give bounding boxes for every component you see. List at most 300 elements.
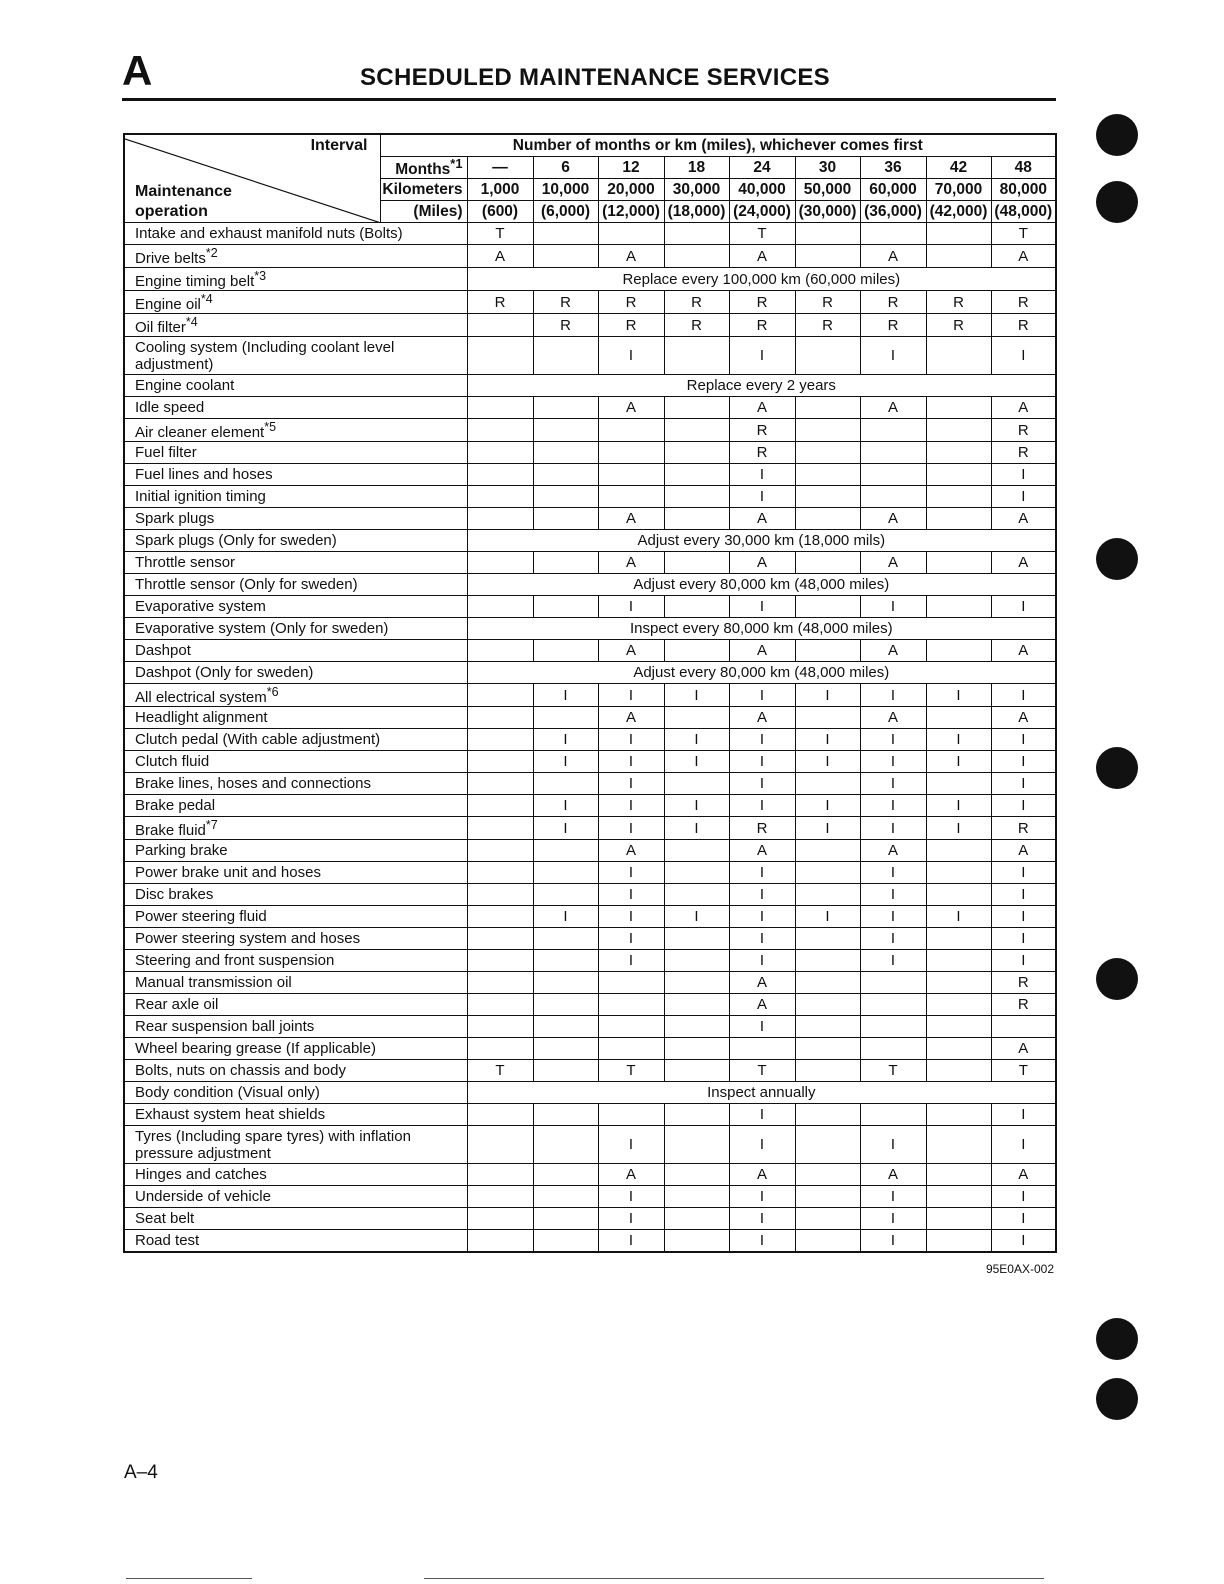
footnote-ref: *4 <box>185 315 198 329</box>
table-row <box>124 375 1056 397</box>
service-code <box>664 464 729 486</box>
service-code: A <box>991 397 1056 419</box>
service-code <box>598 972 664 994</box>
operation-cell <box>124 618 467 640</box>
service-code: T <box>991 1060 1056 1082</box>
operation-name: Clutch pedal (With cable adjustment) <box>135 731 381 748</box>
service-code <box>598 419 664 442</box>
service-code: I <box>533 729 598 751</box>
service-code <box>533 862 598 884</box>
operation-cell <box>124 223 467 245</box>
service-code <box>991 1016 1056 1038</box>
service-code <box>533 928 598 950</box>
service-code <box>926 337 991 375</box>
operation-cell <box>124 1208 467 1230</box>
km-value: 80,000 <box>991 179 1056 201</box>
service-code <box>664 862 729 884</box>
months-value: 24 <box>729 157 795 179</box>
operation-name: Dashpot (Only for sweden) <box>135 664 314 681</box>
service-code: I <box>860 684 926 707</box>
operation-cell <box>124 684 467 707</box>
service-code: T <box>729 1060 795 1082</box>
service-code: I <box>795 751 860 773</box>
interval-note: Inspect annually <box>467 1082 1056 1104</box>
service-code <box>795 486 860 508</box>
service-code <box>598 442 664 464</box>
service-code: T <box>729 223 795 245</box>
miles-value: (600) <box>467 201 533 223</box>
service-code <box>533 245 598 268</box>
service-code <box>664 419 729 442</box>
service-code <box>795 223 860 245</box>
table-row <box>124 419 1056 442</box>
service-code: I <box>664 729 729 751</box>
service-code: I <box>729 884 795 906</box>
service-code <box>467 1208 533 1230</box>
service-code <box>795 337 860 375</box>
service-code: R <box>991 972 1056 994</box>
operation-cell <box>124 1016 467 1038</box>
operation-name: Throttle sensor (Only for sweden) <box>135 576 358 593</box>
service-code: I <box>991 950 1056 972</box>
service-code: I <box>729 1126 795 1164</box>
service-code <box>467 950 533 972</box>
service-code: I <box>598 596 664 618</box>
service-code: I <box>991 337 1056 375</box>
operation-cell <box>124 972 467 994</box>
operation-cell <box>124 337 467 375</box>
service-code <box>795 1038 860 1060</box>
service-code <box>664 486 729 508</box>
service-code <box>467 1104 533 1126</box>
service-code <box>467 751 533 773</box>
service-code <box>795 1126 860 1164</box>
interval-header: Number of months or km (miles), whichever comes first <box>380 134 1056 157</box>
operation-cell <box>124 751 467 773</box>
table-row <box>124 684 1056 707</box>
service-code <box>926 596 991 618</box>
service-code <box>467 994 533 1016</box>
service-code: R <box>598 314 664 337</box>
service-code <box>533 1186 598 1208</box>
table-row <box>124 707 1056 729</box>
table-row <box>124 1060 1056 1082</box>
km-value: 20,000 <box>598 179 664 201</box>
operation-name: Throttle sensor <box>135 554 236 571</box>
footer-rule <box>126 1578 252 1579</box>
footnote-ref: *5 <box>264 420 277 434</box>
service-code <box>533 508 598 530</box>
footnote-ref: *2 <box>205 246 218 260</box>
service-code: A <box>991 840 1056 862</box>
operation-name: Rear axle oil <box>135 996 219 1013</box>
service-code <box>598 1038 664 1060</box>
operation-name: Drive belts <box>135 250 206 267</box>
operation-cell <box>124 773 467 795</box>
service-code: A <box>991 707 1056 729</box>
service-code: T <box>991 223 1056 245</box>
service-code <box>533 972 598 994</box>
service-code: A <box>991 640 1056 662</box>
service-code <box>467 928 533 950</box>
service-code: I <box>533 817 598 840</box>
service-code <box>533 1126 598 1164</box>
operation-name: Initial ignition timing <box>135 488 266 505</box>
binder-hole-mark <box>1096 538 1138 580</box>
service-code <box>533 1104 598 1126</box>
table-row <box>124 337 1056 375</box>
table-row <box>124 950 1056 972</box>
service-code: I <box>664 751 729 773</box>
table-row <box>124 640 1056 662</box>
service-code <box>795 442 860 464</box>
service-code: R <box>664 291 729 314</box>
service-code <box>533 840 598 862</box>
service-code: I <box>795 795 860 817</box>
service-code: I <box>598 684 664 707</box>
table-row <box>124 552 1056 574</box>
page-title: SCHEDULED MAINTENANCE SERVICES <box>360 64 830 91</box>
service-code: I <box>664 684 729 707</box>
months-label: Months <box>395 160 451 178</box>
service-code <box>533 773 598 795</box>
service-code: I <box>795 729 860 751</box>
service-code <box>664 1164 729 1186</box>
interval-note: Inspect every 80,000 km (48,000 miles) <box>467 618 1056 640</box>
service-code: I <box>664 817 729 840</box>
service-code <box>533 1164 598 1186</box>
service-code: I <box>729 928 795 950</box>
operation-cell <box>124 1038 467 1060</box>
table-row <box>124 729 1056 751</box>
service-code <box>926 419 991 442</box>
service-code <box>467 314 533 337</box>
operation-name: Body condition (Visual only) <box>135 1084 320 1101</box>
service-code: I <box>533 795 598 817</box>
service-code: I <box>729 1016 795 1038</box>
service-code <box>926 1016 991 1038</box>
table-row <box>124 817 1056 840</box>
service-code <box>926 773 991 795</box>
binder-hole-mark <box>1096 747 1138 789</box>
service-code: I <box>991 884 1056 906</box>
service-code <box>926 862 991 884</box>
service-code: I <box>860 1208 926 1230</box>
service-code: I <box>991 596 1056 618</box>
service-code: I <box>729 1104 795 1126</box>
service-code: I <box>860 817 926 840</box>
service-code: T <box>598 1060 664 1082</box>
service-code <box>926 1208 991 1230</box>
service-code <box>467 596 533 618</box>
operation-name: Evaporative system (Only for sweden) <box>135 620 389 637</box>
service-code: I <box>991 1230 1056 1253</box>
title-rule <box>122 98 1056 101</box>
service-code: I <box>860 1126 926 1164</box>
service-code: I <box>598 1126 664 1164</box>
table-row <box>124 773 1056 795</box>
service-code: I <box>729 684 795 707</box>
operation-name: Clutch fluid <box>135 753 210 770</box>
table-row <box>124 223 1056 245</box>
operation-name: Fuel lines and hoses <box>135 466 273 483</box>
service-code: T <box>467 223 533 245</box>
km-value: 40,000 <box>729 179 795 201</box>
months-value: — <box>467 157 533 179</box>
operation-name: Disc brakes <box>135 886 214 903</box>
operation-name: Idle speed <box>135 399 205 416</box>
service-code: I <box>664 906 729 928</box>
service-code: I <box>991 464 1056 486</box>
service-code <box>860 972 926 994</box>
operation-cell <box>124 795 467 817</box>
service-code: A <box>598 397 664 419</box>
service-code <box>467 1016 533 1038</box>
service-code: R <box>926 314 991 337</box>
service-code <box>926 840 991 862</box>
service-code <box>533 1038 598 1060</box>
service-code <box>467 464 533 486</box>
service-code: I <box>991 1104 1056 1126</box>
miles-value: (24,000) <box>729 201 795 223</box>
service-code: I <box>860 950 926 972</box>
service-code <box>926 884 991 906</box>
kilometers-label: Kilometers <box>380 179 467 201</box>
service-code <box>533 337 598 375</box>
interval-note: Adjust every 80,000 km (48,000 miles) <box>467 662 1056 684</box>
service-code <box>795 397 860 419</box>
service-code: I <box>991 1186 1056 1208</box>
operation-cell <box>124 442 467 464</box>
service-code: I <box>991 928 1056 950</box>
service-code: I <box>664 795 729 817</box>
operation-name: Brake pedal <box>135 797 216 814</box>
service-code <box>926 486 991 508</box>
service-code <box>926 552 991 574</box>
service-code <box>598 464 664 486</box>
service-code: I <box>598 1186 664 1208</box>
service-code <box>795 596 860 618</box>
months-label-cell <box>380 157 467 179</box>
binder-hole-mark <box>1096 958 1138 1000</box>
miles-label: (Miles) <box>380 201 467 223</box>
operation-cell <box>124 574 467 596</box>
table-row <box>124 972 1056 994</box>
months-footnote: *1 <box>450 156 463 171</box>
miles-value: (18,000) <box>664 201 729 223</box>
service-code <box>533 419 598 442</box>
table-row <box>124 795 1056 817</box>
service-code: I <box>860 928 926 950</box>
maintenance-label: Maintenance <box>135 183 232 200</box>
operation-cell <box>124 245 467 268</box>
operation-name: Parking brake <box>135 842 228 859</box>
service-code: I <box>598 928 664 950</box>
table-row <box>124 884 1056 906</box>
footnote-ref: *7 <box>205 818 218 832</box>
service-code <box>467 397 533 419</box>
table-row <box>124 486 1056 508</box>
table-row <box>124 397 1056 419</box>
service-code: I <box>991 862 1056 884</box>
service-code <box>533 640 598 662</box>
service-code <box>926 1126 991 1164</box>
table-row <box>124 994 1056 1016</box>
service-code <box>664 640 729 662</box>
service-code <box>926 464 991 486</box>
service-code <box>926 245 991 268</box>
service-code: I <box>729 729 795 751</box>
table-row <box>124 906 1056 928</box>
service-code: A <box>598 640 664 662</box>
service-code <box>533 552 598 574</box>
service-code <box>533 1060 598 1082</box>
operation-cell <box>124 530 467 552</box>
operation-cell <box>124 662 467 684</box>
service-code: I <box>729 950 795 972</box>
service-code: A <box>598 1164 664 1186</box>
service-code <box>795 928 860 950</box>
operation-cell <box>124 884 467 906</box>
service-code: A <box>860 1164 926 1186</box>
operation-name: Headlight alignment <box>135 709 268 726</box>
service-code <box>598 994 664 1016</box>
service-code <box>467 795 533 817</box>
service-code: R <box>533 314 598 337</box>
km-value: 60,000 <box>860 179 926 201</box>
footnote-ref: *4 <box>200 292 213 306</box>
operation-name: Power steering system and hoses <box>135 930 361 947</box>
service-code: R <box>795 291 860 314</box>
operation-cell <box>124 994 467 1016</box>
service-code <box>533 1016 598 1038</box>
service-code: A <box>991 508 1056 530</box>
service-code <box>860 994 926 1016</box>
service-code <box>795 862 860 884</box>
footnote-ref: *3 <box>254 269 267 283</box>
service-code: A <box>860 552 926 574</box>
service-code <box>795 1060 860 1082</box>
service-code: R <box>991 817 1056 840</box>
service-code <box>664 972 729 994</box>
operation-name: Power brake unit and hoses <box>135 864 321 881</box>
operation-cell <box>124 314 467 337</box>
service-code <box>860 1104 926 1126</box>
service-code <box>467 508 533 530</box>
service-code: I <box>860 1186 926 1208</box>
service-code: I <box>729 337 795 375</box>
service-code <box>729 1038 795 1060</box>
service-code <box>664 773 729 795</box>
service-code: I <box>860 862 926 884</box>
service-code: A <box>729 552 795 574</box>
service-code <box>598 486 664 508</box>
service-code <box>795 1230 860 1253</box>
service-code <box>598 223 664 245</box>
service-code <box>664 994 729 1016</box>
table-row <box>124 1208 1056 1230</box>
service-code: I <box>598 751 664 773</box>
operation-cell <box>124 729 467 751</box>
service-code <box>795 707 860 729</box>
section-letter: A <box>122 47 153 94</box>
operation-name: Tyres (Including spare tyres) with inflation pressure adjustment <box>135 1127 411 1162</box>
service-code: A <box>860 640 926 662</box>
service-code <box>533 950 598 972</box>
service-code <box>860 1016 926 1038</box>
operation-name: Brake fluid <box>135 822 206 839</box>
service-code: R <box>664 314 729 337</box>
service-code: A <box>729 508 795 530</box>
table-row <box>124 530 1056 552</box>
service-code: I <box>795 906 860 928</box>
months-value: 18 <box>664 157 729 179</box>
service-code <box>664 245 729 268</box>
service-code <box>467 1038 533 1060</box>
service-code <box>664 1016 729 1038</box>
service-code <box>926 1060 991 1082</box>
service-code: R <box>467 291 533 314</box>
service-code: I <box>860 337 926 375</box>
operation-cell <box>124 268 467 291</box>
service-code: A <box>729 640 795 662</box>
service-code <box>795 1186 860 1208</box>
service-code: I <box>598 862 664 884</box>
service-code <box>664 442 729 464</box>
table-row <box>124 596 1056 618</box>
service-code <box>795 245 860 268</box>
footnote-ref: *6 <box>266 685 279 699</box>
service-code: I <box>729 1230 795 1253</box>
table-row <box>124 1186 1056 1208</box>
service-code: A <box>991 245 1056 268</box>
service-code <box>795 552 860 574</box>
service-code: I <box>729 906 795 928</box>
operation-cell <box>124 1060 467 1082</box>
operation-cell <box>124 1104 467 1126</box>
service-code: I <box>598 729 664 751</box>
km-value: 1,000 <box>467 179 533 201</box>
service-code: A <box>729 397 795 419</box>
service-code: I <box>598 950 664 972</box>
operation-cell <box>124 817 467 840</box>
binder-hole-mark <box>1096 1318 1138 1360</box>
service-code <box>533 596 598 618</box>
service-code <box>664 337 729 375</box>
service-code <box>467 1164 533 1186</box>
table-row <box>124 442 1056 464</box>
months-value: 36 <box>860 157 926 179</box>
table-row <box>124 1126 1056 1164</box>
table-row <box>124 928 1056 950</box>
service-code <box>926 1230 991 1253</box>
miles-value: (12,000) <box>598 201 664 223</box>
service-code <box>467 972 533 994</box>
service-code <box>533 223 598 245</box>
km-value: 50,000 <box>795 179 860 201</box>
months-value: 12 <box>598 157 664 179</box>
service-code <box>533 707 598 729</box>
service-code: R <box>991 442 1056 464</box>
operation-cell <box>124 928 467 950</box>
table-row <box>124 1104 1056 1126</box>
interval-note: Adjust every 80,000 km (48,000 miles) <box>467 574 1056 596</box>
service-code <box>664 1186 729 1208</box>
table-row <box>124 464 1056 486</box>
operation-name: Wheel bearing grease (If applicable) <box>135 1040 376 1057</box>
service-code <box>533 464 598 486</box>
service-code <box>664 1208 729 1230</box>
